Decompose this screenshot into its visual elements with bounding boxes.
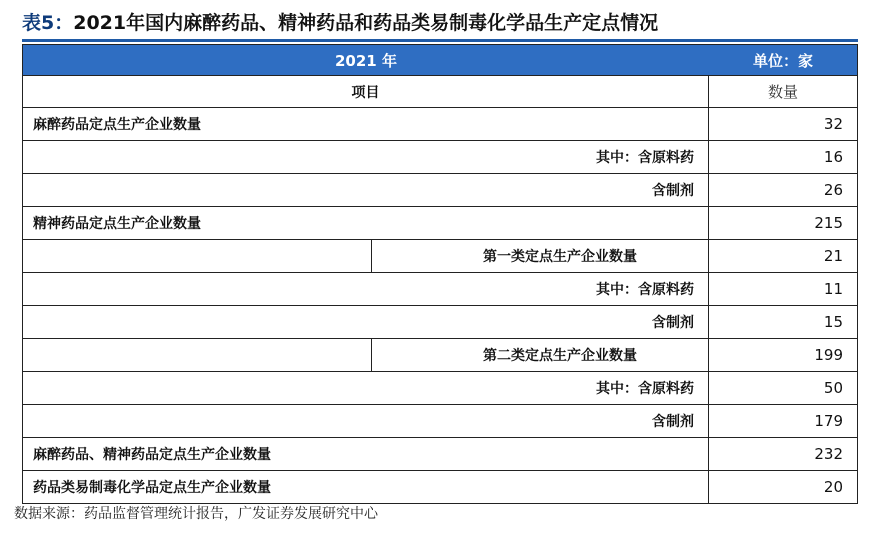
row-value: 215 [814, 214, 843, 232]
table-row [23, 339, 857, 372]
row-value: 11 [823, 280, 843, 298]
row-value: 16 [823, 148, 843, 166]
title-underline [22, 39, 858, 42]
row-label: 其中：含原料药 [23, 141, 709, 173]
row-label: 其中：含原料药 [23, 372, 709, 404]
table-row [23, 471, 857, 504]
blank-cell [23, 339, 372, 371]
table-row [23, 306, 857, 339]
page-title [22, 8, 658, 38]
row-value: 15 [823, 313, 843, 331]
table-row [23, 141, 857, 174]
row-label: 麻醉药品定点生产企业数量 [23, 108, 709, 140]
row-value: 21 [823, 247, 843, 265]
row-label: 精神药品定点生产企业数量 [23, 207, 709, 239]
row-value: 50 [823, 379, 843, 397]
row-value: 20 [823, 478, 843, 496]
table-number: 表5： [22, 12, 74, 34]
row-value: 199 [814, 346, 843, 364]
row-value: 179 [814, 412, 843, 430]
table-row [23, 240, 857, 273]
table-row [23, 108, 857, 141]
row-label-split [23, 339, 709, 371]
row-label: 含制剂 [23, 306, 709, 338]
row-label: 第一类定点生产企业数量 [483, 249, 637, 265]
data-table [22, 44, 858, 504]
column-header-count: 数量 [767, 83, 798, 101]
row-label: 含制剂 [23, 174, 709, 206]
table-row [23, 405, 857, 438]
table-row [23, 372, 857, 405]
row-label: 含制剂 [23, 405, 709, 437]
table-row [23, 207, 857, 240]
table-row [23, 438, 857, 471]
unit-label: 单位：家 [752, 51, 813, 70]
row-value: 232 [814, 445, 843, 463]
table-header-bar [23, 45, 857, 76]
row-label: 药品类易制毒化学品定点生产企业数量 [23, 471, 709, 503]
table-row [23, 174, 857, 207]
year-label: 2021 年 [335, 51, 397, 70]
column-header-item: 项目 [23, 76, 709, 107]
column-header-row [23, 76, 857, 108]
blank-cell [23, 240, 372, 272]
row-label-split [23, 240, 709, 272]
row-label: 第二类定点生产企业数量 [483, 348, 637, 364]
row-value: 26 [823, 181, 843, 199]
row-label: 麻醉药品、精神药品定点生产企业数量 [23, 438, 709, 470]
title-text: 2021年国内麻醉药品、精神药品和药品类易制毒化学品生产定点情况 [73, 12, 659, 34]
table-row [23, 273, 857, 306]
source-note: 数据来源：药品监督管理统计报告，广发证券发展研究中心 [14, 506, 378, 522]
row-label: 其中：含原料药 [23, 273, 709, 305]
row-value: 32 [823, 115, 843, 133]
